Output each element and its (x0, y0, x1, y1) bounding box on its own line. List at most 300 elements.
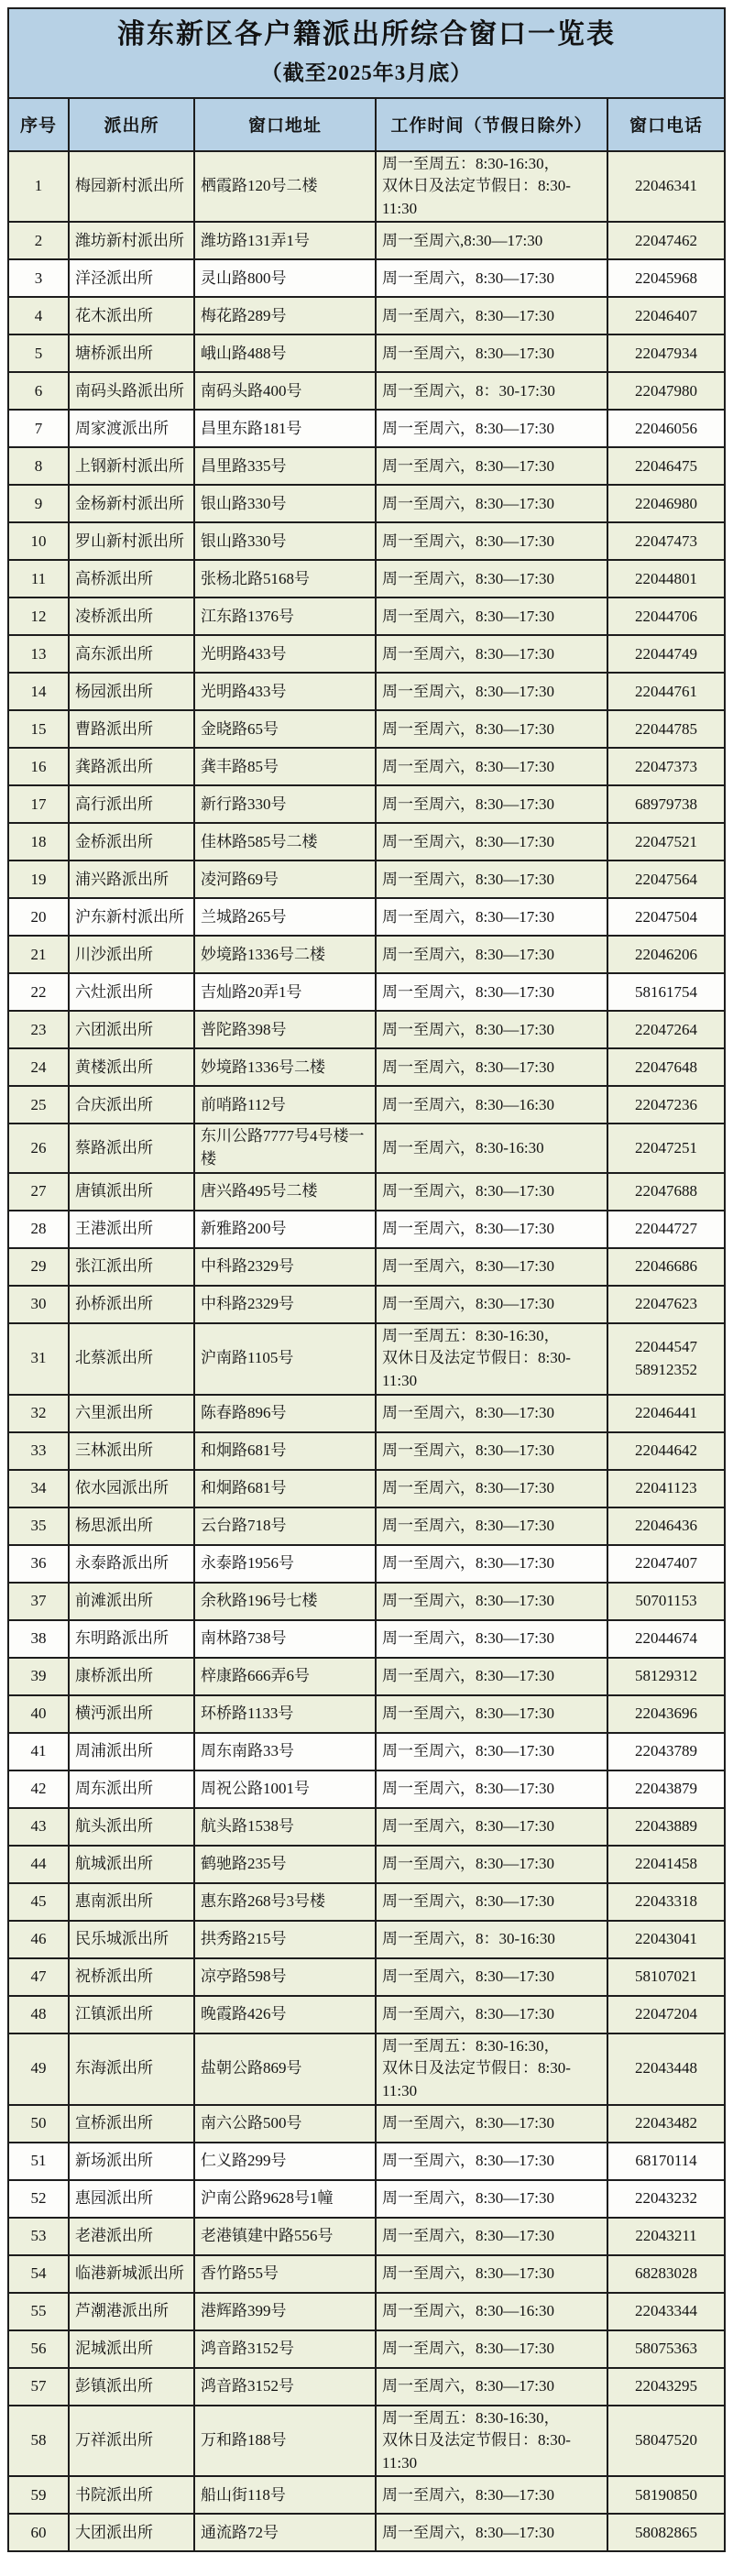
working-hours-cell: 周一至周六，8:30—17:30 (376, 1883, 607, 1921)
station-name-cell: 航头派出所 (69, 1808, 194, 1846)
window-address-cell: 沪南公路9628号1幢 (194, 2180, 376, 2218)
window-phone-cell: 22044547 58912352 (607, 1323, 725, 1395)
row-index-cell: 30 (8, 1286, 69, 1323)
row-index-cell: 42 (8, 1770, 69, 1808)
row-index-cell: 49 (8, 2033, 69, 2105)
window-phone-cell: 22046407 (607, 297, 725, 334)
row-index-cell: 55 (8, 2293, 69, 2330)
table-row (8, 1733, 725, 1770)
window-address-cell: 沪南路1105号 (194, 1323, 376, 1395)
window-address-cell: 中科路2329号 (194, 1286, 376, 1323)
table-row (8, 1846, 725, 1883)
column-header-address: 窗口地址 (194, 98, 376, 151)
station-name-cell: 东明路派出所 (69, 1620, 194, 1658)
window-address-cell: 梅花路289号 (194, 297, 376, 334)
window-phone-cell: 22046980 (607, 485, 725, 522)
window-address-cell: 江东路1376号 (194, 597, 376, 635)
table-row (8, 860, 725, 898)
window-address-cell: 港辉路399号 (194, 2293, 376, 2330)
window-address-cell: 陈春路896号 (194, 1395, 376, 1432)
working-hours-cell: 周一至周六，8:30—17:30 (376, 2105, 607, 2143)
table-row (8, 635, 725, 673)
window-address-cell: 拱秀路215号 (194, 1921, 376, 1958)
window-phone-cell: 58129312 (607, 1658, 725, 1695)
window-phone-cell: 22047934 (607, 334, 725, 372)
row-index-cell: 11 (8, 560, 69, 597)
station-name-cell: 黄楼派出所 (69, 1048, 194, 1086)
table-row (8, 1395, 725, 1432)
table-row (8, 1173, 725, 1211)
table-row (8, 1248, 725, 1286)
window-address-cell: 周东南路33号 (194, 1733, 376, 1770)
row-index-cell: 1 (8, 151, 69, 223)
window-phone-cell: 22047264 (607, 1011, 725, 1048)
window-phone-cell: 22043232 (607, 2180, 725, 2218)
table-row (8, 1695, 725, 1733)
working-hours-cell: 周一至周六，8:30—17:30 (376, 1395, 607, 1432)
table-row (8, 1996, 725, 2033)
window-phone-cell: 22047521 (607, 823, 725, 860)
window-address-cell: 老港镇建中路556号 (194, 2218, 376, 2255)
window-phone-cell: 22043448 (607, 2033, 725, 2105)
table-row (8, 1583, 725, 1620)
row-index-cell: 40 (8, 1695, 69, 1733)
row-index-cell: 58 (8, 2406, 69, 2477)
row-index-cell: 53 (8, 2218, 69, 2255)
row-index-cell: 33 (8, 1432, 69, 1470)
window-phone-cell: 22047648 (607, 1048, 725, 1086)
table-row (8, 973, 725, 1011)
working-hours-cell: 周一至周六，8:30—17:30 (376, 1211, 607, 1248)
table-row (8, 2406, 725, 2477)
row-index-cell: 14 (8, 673, 69, 710)
window-phone-cell: 22044674 (607, 1620, 725, 1658)
window-phone-cell: 22044642 (607, 1432, 725, 1470)
working-hours-cell: 周一至周六，8:30—17:30 (376, 785, 607, 823)
working-hours-cell: 周一至周六，8:30—17:30 (376, 1011, 607, 1048)
window-address-cell: 唐兴路495号二楼 (194, 1173, 376, 1211)
window-phone-cell: 22044749 (607, 635, 725, 673)
window-phone-cell: 22043889 (607, 1808, 725, 1846)
station-name-cell: 三林派出所 (69, 1432, 194, 1470)
table-row (8, 297, 725, 334)
working-hours-cell: 周一至周六，8:30—17:30 (376, 334, 607, 372)
row-index-cell: 16 (8, 748, 69, 785)
window-phone-cell: 22047980 (607, 372, 725, 410)
working-hours-cell: 周一至周六，8:30—17:30 (376, 1545, 607, 1583)
table-row (8, 1323, 725, 1395)
window-phone-cell: 22041123 (607, 1470, 725, 1507)
working-hours-cell: 周一至周六，8:30—17:30 (376, 1173, 607, 1211)
row-index-cell: 21 (8, 936, 69, 973)
row-index-cell: 29 (8, 1248, 69, 1286)
row-index-cell: 6 (8, 372, 69, 410)
working-hours-cell: 周一至周六，8:30—17:30 (376, 2180, 607, 2218)
table-row (8, 2033, 725, 2105)
window-address-cell: 昌里路335号 (194, 447, 376, 485)
table-row (8, 823, 725, 860)
table-row (8, 259, 725, 297)
window-phone-cell: 22043344 (607, 2293, 725, 2330)
working-hours-cell: 周一至周六，8:30—17:30 (376, 898, 607, 936)
window-address-cell: 和炯路681号 (194, 1470, 376, 1507)
row-index-cell: 13 (8, 635, 69, 673)
window-phone-cell: 22043789 (607, 1733, 725, 1770)
row-index-cell: 52 (8, 2180, 69, 2218)
window-address-cell: 张杨北路5168号 (194, 560, 376, 597)
row-index-cell: 2 (8, 222, 69, 259)
row-index-cell: 54 (8, 2255, 69, 2293)
working-hours-cell: 周一至周五：8:30-16:30， 双休日及法定节假日：8:30-11:30 (376, 151, 607, 223)
window-phone-cell: 58107021 (607, 1958, 725, 1996)
working-hours-cell: 周一至周六，8:30—17:30 (376, 710, 607, 748)
table-row (8, 1808, 725, 1846)
station-name-cell: 南码头路派出所 (69, 372, 194, 410)
window-phone-cell: 22047688 (607, 1173, 725, 1211)
window-phone-cell: 22047373 (607, 748, 725, 785)
station-name-cell: 北蔡派出所 (69, 1323, 194, 1395)
table-row (8, 936, 725, 973)
window-address-cell: 光明路433号 (194, 635, 376, 673)
station-name-cell: 周东派出所 (69, 1770, 194, 1808)
working-hours-cell: 周一至周六，8:30—17:30 (376, 2218, 607, 2255)
working-hours-cell: 周一至周六，8:30—17:30 (376, 635, 607, 673)
column-header-station: 派出所 (69, 98, 194, 151)
working-hours-cell: 周一至周六，8:30—17:30 (376, 597, 607, 635)
window-address-cell: 东川公路7777号4号楼一楼 (194, 1124, 376, 1172)
row-index-cell: 17 (8, 785, 69, 823)
row-index-cell: 9 (8, 485, 69, 522)
window-phone-cell: 22046056 (607, 410, 725, 447)
station-name-cell: 罗山新村派出所 (69, 522, 194, 560)
row-index-cell: 31 (8, 1323, 69, 1395)
working-hours-cell: 周一至周六，8:30—17:30 (376, 1048, 607, 1086)
police-station-window-table (7, 7, 726, 2552)
window-address-cell: 银山路330号 (194, 522, 376, 560)
station-name-cell: 六灶派出所 (69, 973, 194, 1011)
row-index-cell: 38 (8, 1620, 69, 1658)
row-index-cell: 47 (8, 1958, 69, 1996)
working-hours-cell: 周一至周六，8:30—17:30 (376, 860, 607, 898)
window-address-cell: 峨山路488号 (194, 334, 376, 372)
window-address-cell: 余秋路196号七楼 (194, 1583, 376, 1620)
table-row (8, 748, 725, 785)
window-phone-cell: 58161754 (607, 973, 725, 1011)
row-index-cell: 45 (8, 1883, 69, 1921)
table-row (8, 1921, 725, 1958)
table-row (8, 1124, 725, 1172)
window-address-cell: 新行路330号 (194, 785, 376, 823)
window-address-cell: 鸿音路3152号 (194, 2368, 376, 2406)
window-phone-cell: 58190850 (607, 2476, 725, 2514)
station-name-cell: 祝桥派出所 (69, 1958, 194, 1996)
working-hours-cell: 周一至周六，8:30—17:30 (376, 2143, 607, 2180)
window-phone-cell: 22044761 (607, 673, 725, 710)
station-name-cell: 东海派出所 (69, 2033, 194, 2105)
window-address-cell: 鸿音路3152号 (194, 2330, 376, 2368)
table-row (8, 1958, 725, 1996)
window-address-cell: 万和路188号 (194, 2406, 376, 2477)
table-row (8, 1470, 725, 1507)
row-index-cell: 59 (8, 2476, 69, 2514)
window-phone-cell: 22046341 (607, 151, 725, 223)
station-name-cell: 金杨新村派出所 (69, 485, 194, 522)
working-hours-cell: 周一至周六，8:30—17:30 (376, 1286, 607, 1323)
station-name-cell: 杨思派出所 (69, 1507, 194, 1545)
window-phone-cell: 58047520 (607, 2406, 725, 2477)
station-name-cell: 杨园派出所 (69, 673, 194, 710)
table-row (8, 1620, 725, 1658)
window-address-cell: 惠东路268号3号楼 (194, 1883, 376, 1921)
column-header-index: 序号 (8, 98, 69, 151)
table-row (8, 1883, 725, 1921)
table-row (8, 1507, 725, 1545)
working-hours-cell: 周一至周六，8:30—17:30 (376, 522, 607, 560)
station-name-cell: 江镇派出所 (69, 1996, 194, 2033)
row-index-cell: 3 (8, 259, 69, 297)
table-row (8, 1545, 725, 1583)
station-name-cell: 凌桥派出所 (69, 597, 194, 635)
window-phone-cell: 22043318 (607, 1883, 725, 1921)
window-address-cell: 梓康路666弄6号 (194, 1658, 376, 1695)
station-name-cell: 梅园新村派出所 (69, 151, 194, 223)
window-address-cell: 南六公路500号 (194, 2105, 376, 2143)
station-name-cell: 蔡路派出所 (69, 1124, 194, 1172)
working-hours-cell: 周一至周六，8:30—17:30 (376, 560, 607, 597)
table-row (8, 1658, 725, 1695)
window-address-cell: 永泰路1956号 (194, 1545, 376, 1583)
column-header-row (8, 98, 725, 151)
row-index-cell: 35 (8, 1507, 69, 1545)
row-index-cell: 18 (8, 823, 69, 860)
table-row (8, 898, 725, 936)
table-row (8, 560, 725, 597)
table-row (8, 2255, 725, 2293)
working-hours-cell: 周一至周六，8:30—16:30 (376, 2293, 607, 2330)
station-name-cell: 沪东新村派出所 (69, 898, 194, 936)
station-name-cell: 高东派出所 (69, 635, 194, 673)
window-phone-cell: 50701153 (607, 1583, 725, 1620)
station-name-cell: 洋泾派出所 (69, 259, 194, 297)
row-index-cell: 20 (8, 898, 69, 936)
table-row (8, 522, 725, 560)
page-subtitle: （截至2025年3月底） (260, 60, 473, 84)
row-index-cell: 39 (8, 1658, 69, 1695)
window-phone-cell: 22047251 (607, 1124, 725, 1172)
working-hours-cell: 周一至周六，8:30—17:30 (376, 485, 607, 522)
window-phone-cell: 22044727 (607, 1211, 725, 1248)
row-index-cell: 43 (8, 1808, 69, 1846)
working-hours-cell: 周一至周六，8:30—17:30 (376, 1996, 607, 2033)
table-row (8, 1048, 725, 1086)
row-index-cell: 41 (8, 1733, 69, 1770)
working-hours-cell: 周一至周六，8:30—17:30 (376, 2255, 607, 2293)
working-hours-cell: 周一至周六，8:30—17:30 (376, 447, 607, 485)
window-address-cell: 仁义路299号 (194, 2143, 376, 2180)
table-row (8, 1086, 725, 1124)
window-phone-cell: 22045968 (607, 259, 725, 297)
window-phone-cell: 22047504 (607, 898, 725, 936)
window-address-cell: 银山路330号 (194, 485, 376, 522)
window-phone-cell: 22047462 (607, 222, 725, 259)
station-name-cell: 曹路派出所 (69, 710, 194, 748)
table-row (8, 334, 725, 372)
station-name-cell: 塘桥派出所 (69, 334, 194, 372)
station-name-cell: 芦潮港派出所 (69, 2293, 194, 2330)
row-index-cell: 23 (8, 1011, 69, 1048)
working-hours-cell: 周一至周六，8:30—17:30 (376, 1770, 607, 1808)
working-hours-cell: 周一至周六，8:30—17:30 (376, 1248, 607, 1286)
station-name-cell: 六里派出所 (69, 1395, 194, 1432)
row-index-cell: 32 (8, 1395, 69, 1432)
table-row (8, 2514, 725, 2551)
working-hours-cell: 周一至周六，8：30-16:30 (376, 1921, 607, 1958)
working-hours-cell: 周一至周六，8:30—17:30 (376, 1733, 607, 1770)
row-index-cell: 44 (8, 1846, 69, 1883)
row-index-cell: 7 (8, 410, 69, 447)
window-phone-cell: 22043879 (607, 1770, 725, 1808)
row-index-cell: 56 (8, 2330, 69, 2368)
station-name-cell: 大团派出所 (69, 2514, 194, 2551)
working-hours-cell: 周一至周六，8:30—17:30 (376, 1620, 607, 1658)
window-address-cell: 晚霞路426号 (194, 1996, 376, 2033)
station-name-cell: 新场派出所 (69, 2143, 194, 2180)
table-row (8, 222, 725, 259)
window-phone-cell: 68170114 (607, 2143, 725, 2180)
window-address-cell: 航头路1538号 (194, 1808, 376, 1846)
row-index-cell: 57 (8, 2368, 69, 2406)
window-address-cell: 妙境路1336号二楼 (194, 936, 376, 973)
working-hours-cell: 周一至周六，8:30—17:30 (376, 1507, 607, 1545)
window-phone-cell: 22043041 (607, 1921, 725, 1958)
table-row (8, 2105, 725, 2143)
station-name-cell: 永泰路派出所 (69, 1545, 194, 1583)
table-title-block (8, 8, 725, 98)
row-index-cell: 37 (8, 1583, 69, 1620)
working-hours-cell: 周一至周六，8:30—16:30 (376, 1086, 607, 1124)
row-index-cell: 26 (8, 1124, 69, 1172)
window-phone-cell: 22047407 (607, 1545, 725, 1583)
table-row (8, 785, 725, 823)
window-address-cell: 凉亭路598号 (194, 1958, 376, 1996)
working-hours-cell: 周一至周六，8:30—17:30 (376, 1658, 607, 1695)
window-address-cell: 中科路2329号 (194, 1248, 376, 1286)
row-index-cell: 60 (8, 2514, 69, 2551)
row-index-cell: 4 (8, 297, 69, 334)
row-index-cell: 12 (8, 597, 69, 635)
station-name-cell: 彭镇派出所 (69, 2368, 194, 2406)
working-hours-cell: 周一至周六，8:30—17:30 (376, 2476, 607, 2514)
row-index-cell: 36 (8, 1545, 69, 1583)
window-phone-cell: 22043696 (607, 1695, 725, 1733)
working-hours-cell: 周一至周六，8:30—17:30 (376, 1470, 607, 1507)
window-address-cell: 南码头路400号 (194, 372, 376, 410)
table-row (8, 151, 725, 223)
station-name-cell: 前滩派出所 (69, 1583, 194, 1620)
row-index-cell: 51 (8, 2143, 69, 2180)
row-index-cell: 19 (8, 860, 69, 898)
row-index-cell: 48 (8, 1996, 69, 2033)
window-phone-cell: 22041458 (607, 1846, 725, 1883)
column-header-phone: 窗口电话 (607, 98, 725, 151)
window-address-cell: 和炯路681号 (194, 1432, 376, 1470)
working-hours-cell: 周一至周五：8:30-16:30， 双休日及法定节假日：8:30-11:30 (376, 2406, 607, 2477)
station-name-cell: 宣桥派出所 (69, 2105, 194, 2143)
working-hours-cell: 周一至周五：8:30-16:30， 双休日及法定节假日：8:30-11:30 (376, 1323, 607, 1395)
window-address-cell: 前哨路112号 (194, 1086, 376, 1124)
window-address-cell: 栖霞路120号二楼 (194, 151, 376, 223)
station-name-cell: 浦兴路派出所 (69, 860, 194, 898)
table-row (8, 2180, 725, 2218)
station-name-cell: 惠园派出所 (69, 2180, 194, 2218)
window-address-cell: 潍坊路131弄1号 (194, 222, 376, 259)
table-row (8, 2368, 725, 2406)
window-address-cell: 新雅路200号 (194, 1211, 376, 1248)
table-body (8, 151, 725, 2552)
row-index-cell: 25 (8, 1086, 69, 1124)
station-name-cell: 临港新城派出所 (69, 2255, 194, 2293)
window-address-cell: 金晓路65号 (194, 710, 376, 748)
window-address-cell: 光明路433号 (194, 673, 376, 710)
window-phone-cell: 22043211 (607, 2218, 725, 2255)
working-hours-cell: 周一至周五：8:30-16:30， 双休日及法定节假日：8:30-11:30 (376, 2033, 607, 2105)
window-phone-cell: 68979738 (607, 785, 725, 823)
window-phone-cell: 22047236 (607, 1086, 725, 1124)
table-row (8, 485, 725, 522)
table-row (8, 2143, 725, 2180)
window-phone-cell: 22046475 (607, 447, 725, 485)
table-row (8, 1011, 725, 1048)
window-address-cell: 凌河路69号 (194, 860, 376, 898)
working-hours-cell: 周一至周六，8:30—17:30 (376, 297, 607, 334)
station-name-cell: 万祥派出所 (69, 2406, 194, 2477)
page-title: 浦东新区各户籍派出所综合窗口一览表 (117, 19, 616, 49)
window-phone-cell: 22046206 (607, 936, 725, 973)
window-phone-cell: 22047473 (607, 522, 725, 560)
station-name-cell: 潍坊新村派出所 (69, 222, 194, 259)
window-phone-cell: 22047623 (607, 1286, 725, 1323)
window-phone-cell: 22047564 (607, 860, 725, 898)
row-index-cell: 27 (8, 1173, 69, 1211)
window-phone-cell: 22044706 (607, 597, 725, 635)
window-address-cell: 船山街118号 (194, 2476, 376, 2514)
station-name-cell: 上钢新村派出所 (69, 447, 194, 485)
working-hours-cell: 周一至周六，8：30-17:30 (376, 372, 607, 410)
working-hours-cell: 周一至周六，8:30—17:30 (376, 2514, 607, 2551)
window-phone-cell: 58075363 (607, 2330, 725, 2368)
station-name-cell: 六团派出所 (69, 1011, 194, 1048)
table-row (8, 410, 725, 447)
table-row (8, 1432, 725, 1470)
window-phone-cell: 22043482 (607, 2105, 725, 2143)
working-hours-cell: 周一至周六，8:30—17:30 (376, 410, 607, 447)
station-name-cell: 航城派出所 (69, 1846, 194, 1883)
window-address-cell: 吉灿路20弄1号 (194, 973, 376, 1011)
window-phone-cell: 22044801 (607, 560, 725, 597)
station-name-cell: 高行派出所 (69, 785, 194, 823)
working-hours-cell: 周一至周六，8:30—17:30 (376, 1695, 607, 1733)
working-hours-cell: 周一至周六，8:30—17:30 (376, 2368, 607, 2406)
window-phone-cell: 22046441 (607, 1395, 725, 1432)
window-phone-cell: 22047204 (607, 1996, 725, 2033)
working-hours-cell: 周一至周六，8:30—17:30 (376, 1846, 607, 1883)
working-hours-cell: 周一至周六，8:30—17:30 (376, 1432, 607, 1470)
working-hours-cell: 周一至周六,8:30—17:30 (376, 222, 607, 259)
station-name-cell: 泥城派出所 (69, 2330, 194, 2368)
row-index-cell: 50 (8, 2105, 69, 2143)
station-name-cell: 民乐城派出所 (69, 1921, 194, 1958)
working-hours-cell: 周一至周六，8:30-16:30 (376, 1124, 607, 1172)
